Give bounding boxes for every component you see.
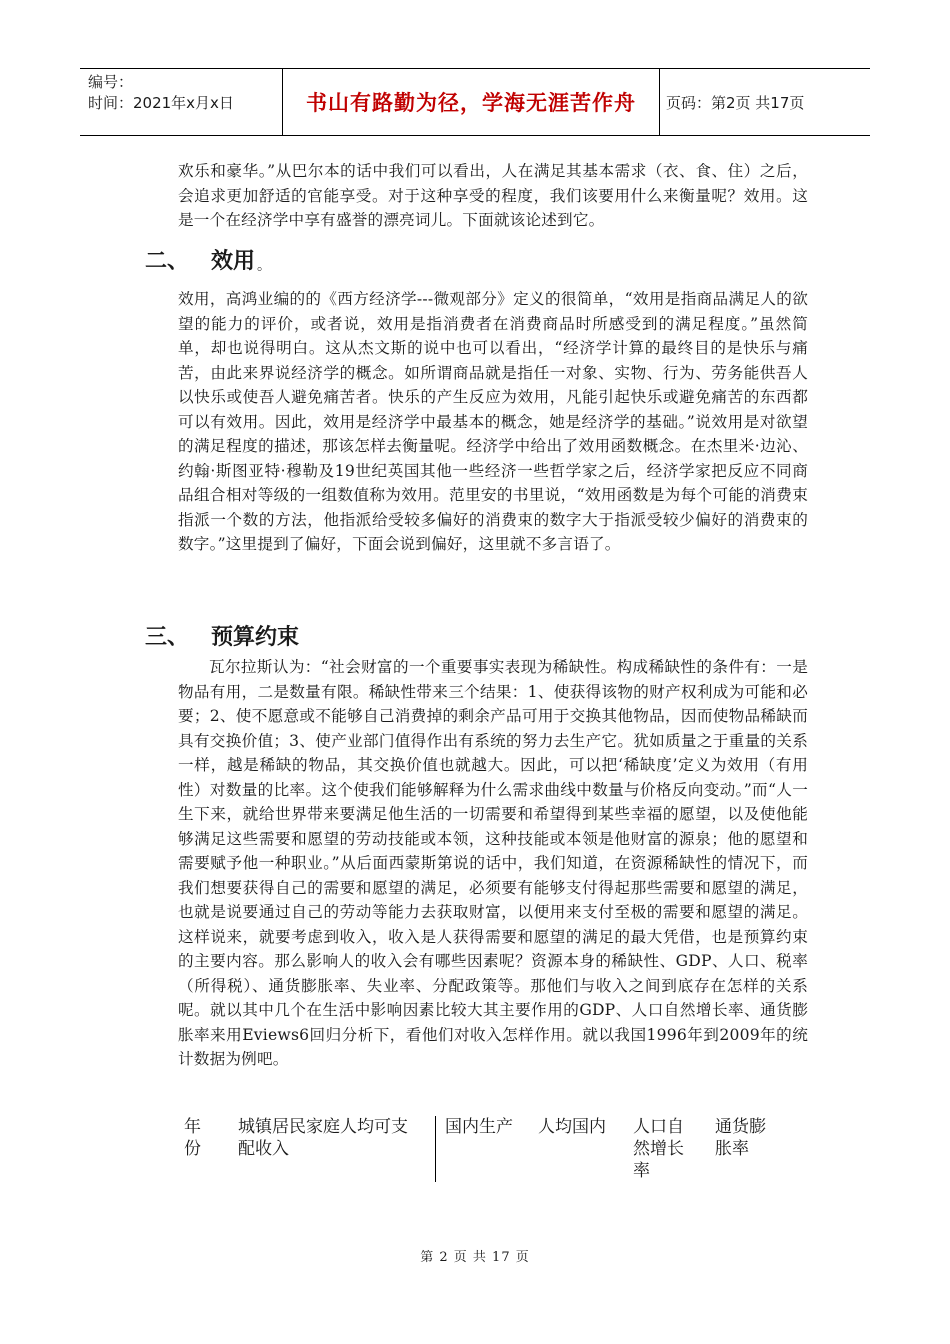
table-header-year: 年份 — [184, 1117, 201, 1159]
section-3-number: 三、 — [145, 625, 190, 650]
section-2-paragraph: 效用，高鸿业编的的《西方经济学---微观部分》定义的很简单，“效用是指商品满足人的欲望的能力的评价，或者说，效用是指消费者在消费商品时所感受到的满足程度。”虽然简单，却也说得明白。这从杰文斯的说中也可以看出，“经济学计算的最终目的是快乐与痛苦，由此来界说经济学的概念。如所谓商品就是指任一对象、实物、行为、劳务能供吾人以快乐或使吾人避免痛苦者。快乐的产生反应为效用，凡能引起快乐或避免痛苦的东西都可以有效用。因此，效用是经济学中最基本的概念，她是经济学的基础。”说效用是对欲望的满足程度的描述，那该怎样去衡量呢。经济学中给出了效用函数概念。在杰里米·边沁、约翰·斯图亚特·穆勒及19世纪英国其他一些经济一些哲学家之后，经济学家把反应不同商品组合相对等级的一组数值称为效用。范里安的书里说，“效用函数是为每个可能的消费束指派一个数的方法，他指派给受较多偏好的消费束的数字大于指派受较少偏好的消费束的数字。”这里提到了偏好，下面会说到偏好，这里就不多言语了。 — [178, 290, 808, 553]
section-3-paragraph: 瓦尔拉斯认为：“社会财富的一个重要事实表现为稀缺性。构成稀缺性的条件有：一是物品有用，二是数量有限。稀缺性带来三个结果：1、使获得该物的财产权利成为可能和必要；2、使不愿意或不能够自己消费掉的剩余产品可用于交换其他物品，因而使物品稀缺而具有交换价值；3、使产业部门值得作出有系统的努力去生产它。犹如质量之于重量的关系一样，越是稀缺的物品，其交换价值也就越大。因此，可以把‘稀缺度’定义为效用（有用性）对数量的比率。这个使我们能够解释为什么需求曲线中数量与价格反向变动。”而“人一生下来，就给世界带来要满足他生活的一切需要和希望得到某些幸福的愿望，以及使他能够满足这些需要和愿望的劳动技能或本领，这种技能或本领是他财富的源泉；他的愿望和需要赋予他一种职业。”从后面西蒙斯第说的话中，我们知道，在资源稀缺性的情况下，而我们想要获得自己的需要和愿望的满足，必须要有能够支付得起那些需要和愿望的满足，也就是说要通过自己的劳动等能力去获取财富，以便用来支付至极的需要和愿望的满足。这样说来，就要考虑到收入，收入是人获得需要和愿望的满足的最大凭借，也是预算约束的主要内容。那么影响人的收入会有哪些因素呢？资源本身的稀缺性、GDP、人口、税率（所得税）、通货膨胀率、失业率、分配政策等。那他们与收入之间到底存在怎样的关系呢。就以其中几个在生活中影响因素比较大其主要作用的GDP、人口自然增长率、通货膨胀率来用Eviews6回归分析下，看他们对收入怎样作用。就以我国1996年到2009年的统计数据为例吧。 — [178, 658, 808, 1068]
data-table-header — [178, 1116, 798, 1182]
header-page-info: 页码：第2页 共17页 — [666, 93, 805, 112]
page-header — [80, 68, 870, 136]
header-meta — [88, 72, 234, 114]
doc-code-label: 编号： — [88, 73, 134, 91]
section-2-title: 效用 — [211, 249, 256, 274]
table-column-divider — [435, 1116, 436, 1182]
section-3-heading — [145, 620, 299, 651]
doc-date: 时间：2021年x月x日 — [88, 94, 234, 112]
table-header-inflation: 通货膨胀率 — [715, 1117, 766, 1159]
table-header-gdp: 国内生产 — [445, 1117, 513, 1137]
section-2-heading — [145, 244, 271, 275]
table-header-gdp-per-capita: 人均国内 — [538, 1117, 606, 1137]
table-header-income: 城镇居民家庭人均可支配收入 — [238, 1117, 408, 1159]
section-3-title: 预算约束 — [211, 625, 300, 650]
intro-paragraph: 欢乐和豪华。”从巴尔本的话中我们可以看出，人在满足其基本需求（衣、食、住）之后，会追求更加舒适的官能享受。对于这种享受的程度，我们该要用什么来衡量呢？效用。这是一个在经济学中享有盛誉的漂亮词儿。下面就该论述到它。 — [178, 162, 808, 229]
section-2-mark: 。 — [257, 258, 272, 274]
page-footer: 第 2 页 共 17 页 — [420, 1250, 530, 1265]
section-2-number: 二、 — [145, 249, 190, 274]
header-motto: 书山有路勤为径，学海无涯苦作舟 — [282, 69, 660, 135]
table-header-population-growth: 人口自然增长率 — [633, 1117, 684, 1181]
